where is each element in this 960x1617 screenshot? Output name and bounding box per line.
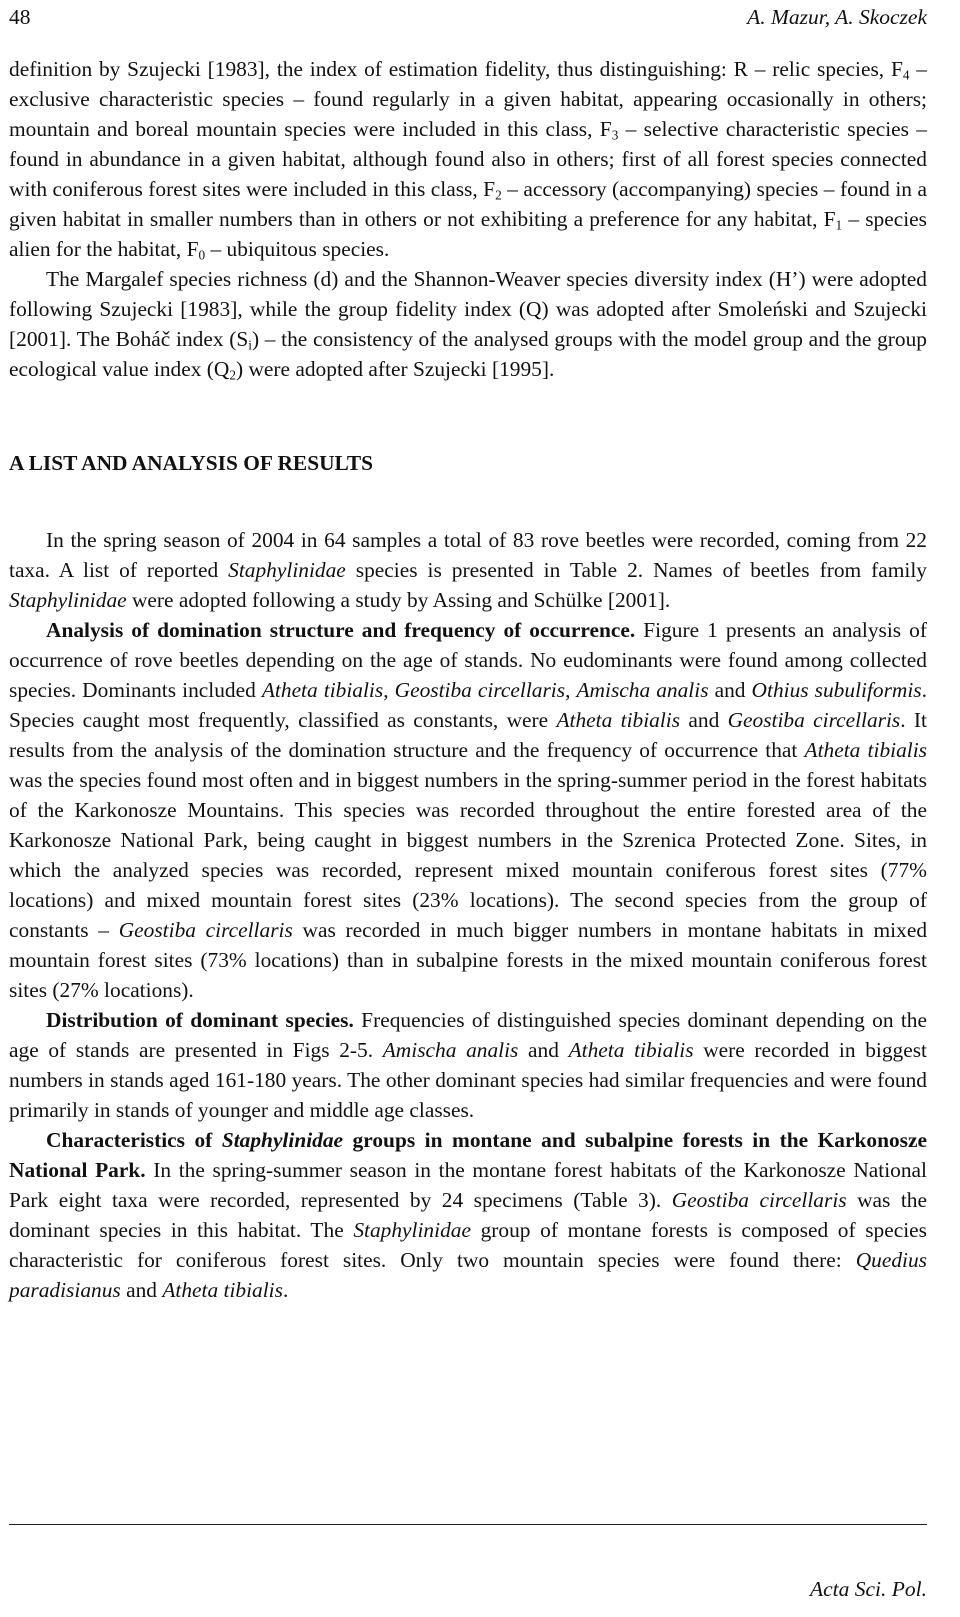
run-in-heading-domination: Analysis of domination structure and frequency of occurrence. [46,618,636,642]
footer-divider [9,1524,927,1525]
paragraph-domination-structure: Analysis of domination structure and frequency of occurrence. Figure 1 presents an analysis of occurrence of rove beetles depending on the age of stands. No eudominants were found among collected species. Dominants included Atheta tibialis, Geostiba circellaris, Amischa analis and Othius subuliformis. Species caught most frequently, classified as constants, were Atheta tibialis and Geostiba circellaris. It results from the analysis of the domination structure and the frequency of occurrence that Atheta tibialis was the species found most often and in biggest numbers in the spring-summer period in the forest habitats of the Karkonosze Mountains. This species was recorded throughout the entire forested area of the Karkonosze National Park, being caught in biggest numbers in the Szrenica Protected Zone. Sites, in which the analyzed species was recorded, represent mixed mountain coniferous forest sites (77% locations) and mixed mountain forest sites (23% locations). The second species from the group of constants – Geostiba circellaris was recorded in much bigger numbers in montane habitats in mixed mountain forest sites (73% locations) than in subalpine forests in the mixed mountain coniferous forest sites (27% locations). [9,618,928,1002]
section-heading: A LIST AND ANALYSIS OF RESULTS [9,451,374,475]
running-head-authors: A. Mazur, A. Skoczek [747,5,927,29]
paragraph-results-intro: In the spring season of 2004 in 64 samples a total of 83 rove beetles were recorded, coming from 22 taxa. A list of reported Staphylinidae species is presented in Table 2. Names of beetles from family Staphylinidae were adopted following a study by Assing and Schülke [2001]. [9,528,927,612]
run-in-heading-distribution: Distribution of dominant species. [46,1008,354,1032]
document-page [9,0,927,1617]
paragraph-fidelity-definition: definition by Szujecki [1983], the index of estimation fidelity, thus distinguishing: R – relic species, $F_4$ – exclusive characteristic species – found regularly in a given habitat, appearing occasionally in others; mountain and boreal mountain species were included in this class, $F_3$ – selective characteristic species – found in abundance in a given habitat, although found also in others; first of all forest species connected with coniferous forest sites were included in this class, $F_2$ – accessory (accompanying) species – found in a given habitat in smaller numbers than in others or not exhibiting a preference for any habitat, $F_1$ – species alien for the habitat, $F_0$ – ubiquitous species. [9,57,927,263]
paragraph-diversity-indices: The Margalef species richness (d) and the Shannon-Weaver species diversity index (H’) were adopted following Szujecki [1983], while the group fidelity index (Q) was adopted after Smoleński and Szujecki [2001]. The Boháč index $(S_i)$ – the consistency of the analysed groups with the model group and the group ecological value index $(Q_2)$ were adopted after Szujecki [1995]. [9,267,927,383]
paragraph-dominant-distribution: Distribution of dominant species. Frequencies of distinguished species dominant depending on the age of stands are presented in Figs 2-5. Amischa analis and Atheta tibialis were recorded in biggest numbers in stands aged 161-180 years. The other dominant species had similar frequencies and were found primarily in stands of younger and middle age classes. [9,1008,927,1122]
body-text [9,54,927,1305]
paragraph-group-characteristics: Characteristics of Staphylinidae groups in montane and subalpine forests in the Karkonosze National Park. In the spring-summer season in the montane forest habitats of the Karkonosze National Park eight taxa were recorded, represented by 24 specimens (Table 3). Geostiba circellaris was the dominant species in this habitat. The Staphylinidae group of montane forests is composed of species characteristic for coniferous forest sites. Only two mountain species were found there: Quedius paradisianus and Atheta tibialis. [9,1128,928,1302]
running-head [9,2,927,32]
journal-name: Acta Sci. Pol. [809,1577,927,1601]
page-number: 48 [9,5,31,29]
run-in-heading-characteristics: Characteristics of Staphylinidae groups in montane and subalpine forests in the Karkonosze National Park. [9,1128,927,1182]
